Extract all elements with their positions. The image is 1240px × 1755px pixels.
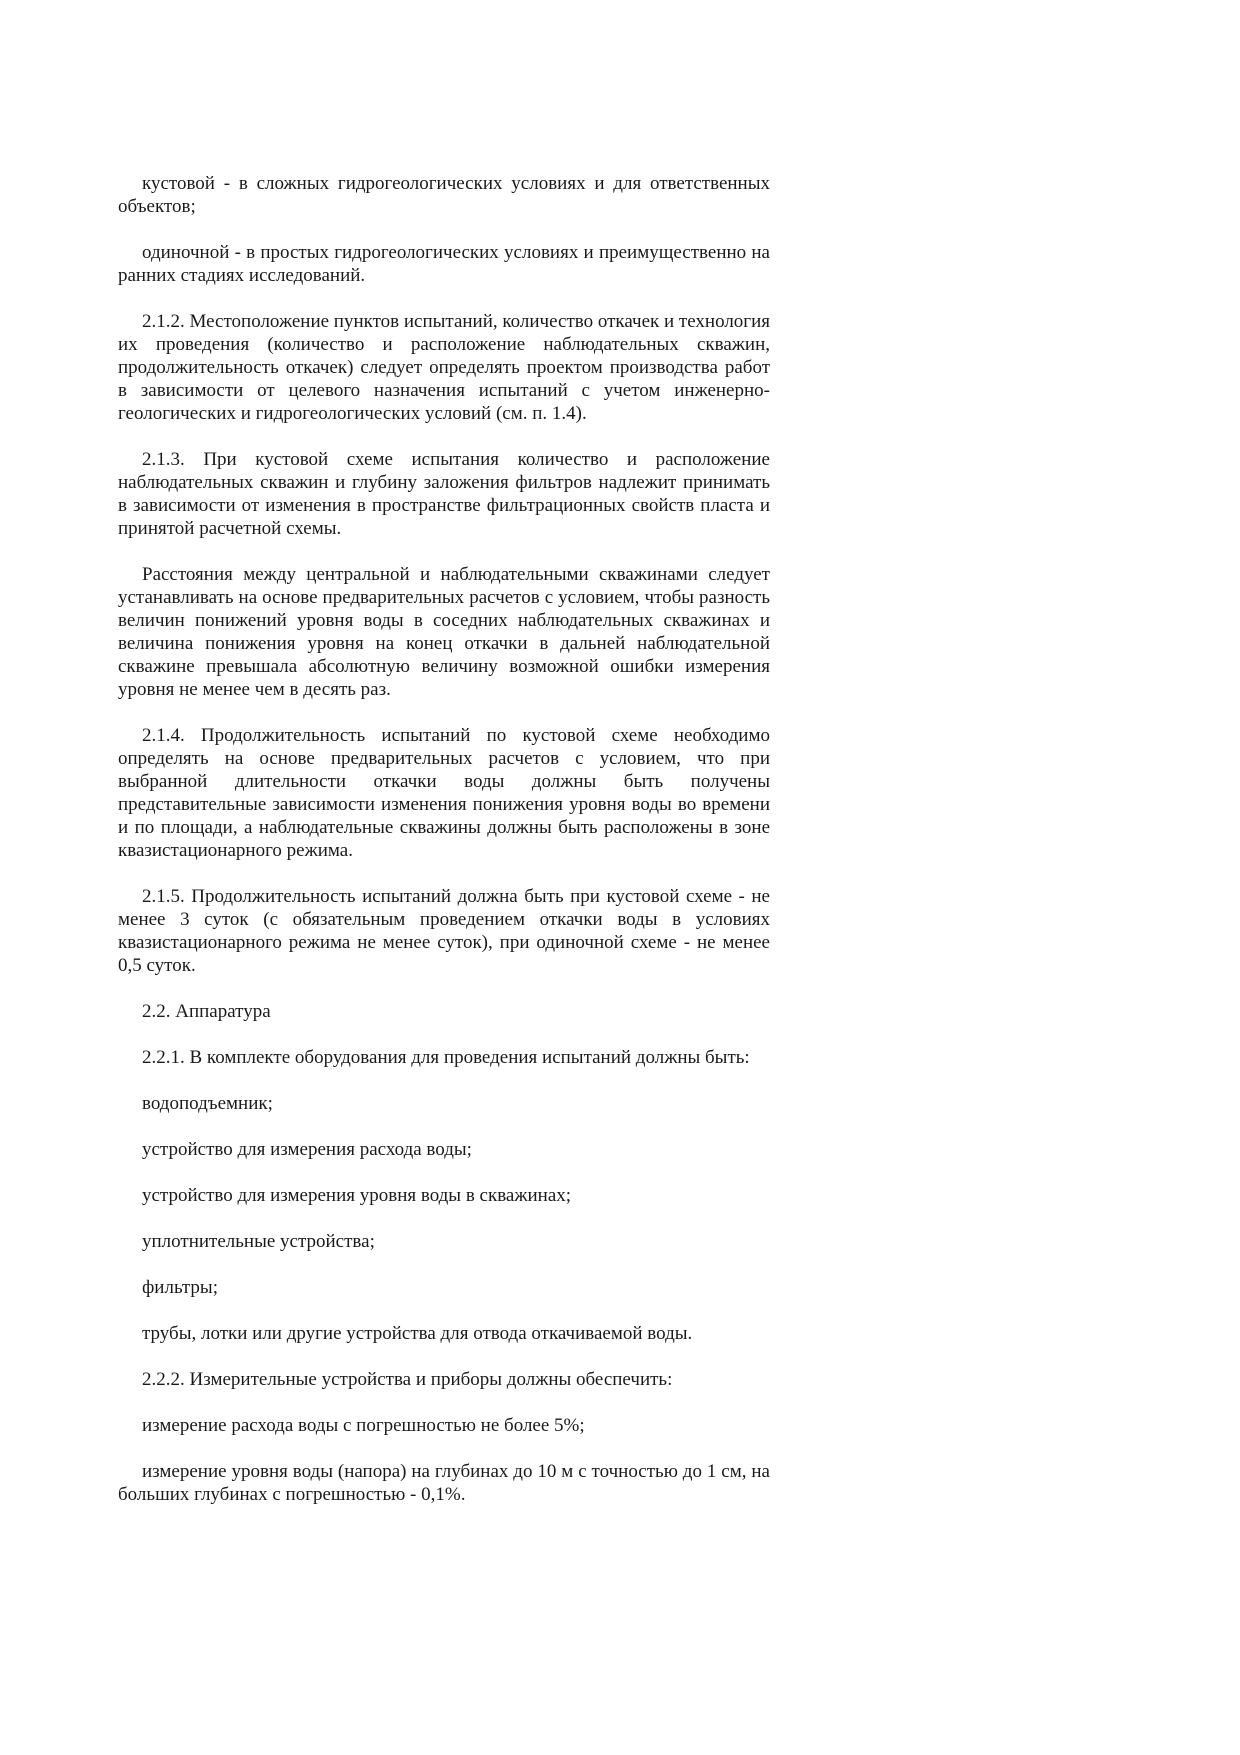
- paragraph-2-2-2: 2.2.2. Измерительные устройства и приборы должны обеспечить:: [142, 1369, 673, 1390]
- paragraph-2-1-3: 2.1.3. При кустовой схеме испытания количество и расположение наблюдательных скважин и глубину заложения фильтров надлежит принимать в зависимости от изменения в пространстве фильтрационных свойств пласта и принятой расчетной схемы.: [118, 449, 770, 539]
- list-item-flow-meter: устройство для измерения расхода воды;: [142, 1139, 472, 1160]
- list-item-filters: фильтры;: [142, 1277, 218, 1298]
- list-item-level-meter: устройство для измерения уровня воды в скважинах;: [142, 1185, 572, 1206]
- paragraph-cluster-scheme: кустовой - в сложных гидрогеологических условиях и для ответственных объектов;: [118, 173, 770, 217]
- list-item-flow-accuracy: измерение расхода воды с погрешностью не более 5%;: [142, 1415, 585, 1436]
- paragraph-distances: Расстояния между центральной и наблюдательными скважинами следует устанавливать на основе предварительных расчетов с условием, чтобы разность величин понижений уровня воды в соседних наблюдательных скважинах и величина понижения уровня на конец откачки в дальней наблюдательной скважине превышала абсолютную величину возможной ошибки измерения уровня не менее чем в десять раз.: [118, 564, 770, 700]
- paragraph-2-1-4: 2.1.4. Продолжительность испытаний по кустовой схеме необходимо определять на основе предварительных расчетов с условием, что при выбранной длительности откачки воды должны быть получены представительные зависимости изменения понижения уровня воды во времени и по площади, а наблюдательные скважины должны быть расположены в зоне квазистационарного режима.: [118, 725, 770, 861]
- section-heading-2-2: 2.2. Аппаратура: [142, 1001, 271, 1022]
- list-item-water-lift: водоподъемник;: [142, 1093, 273, 1114]
- paragraph-2-1-2: 2.1.2. Местоположение пунктов испытаний, количество откачек и технология их проведения (количество и расположение наблюдательных скважин, продолжительность откачек) следует определять проектом производства работ в зависимости от целевого назначения испытаний с учетом инженерно-геологических и гидрогеологических условий (см. п. 1.4).: [118, 311, 770, 424]
- list-item-drainage: трубы, лотки или другие устройства для отвода откачиваемой воды.: [142, 1323, 693, 1344]
- paragraph-2-1-5: 2.1.5. Продолжительность испытаний должна быть при кустовой схеме - не менее 3 суток (с обязательным проведением откачки воды в условиях квазистационарного режима не менее суток), при одиночной схеме - не менее 0,5 суток.: [118, 886, 770, 976]
- list-item-level-accuracy: измерение уровня воды (напора) на глубинах до 10 м с точностью до 1 см, на больших глубинах с погрешностью - 0,1%.: [118, 1461, 770, 1505]
- document-page: [118, 172, 770, 1529]
- paragraph-single-scheme: одиночной - в простых гидрогеологических условиях и преимущественно на ранних стадиях исследований.: [118, 242, 770, 286]
- list-item-sealing-devices: уплотнительные устройства;: [142, 1231, 375, 1252]
- paragraph-2-2-1: 2.2.1. В комплекте оборудования для проведения испытаний должны быть:: [142, 1047, 750, 1068]
